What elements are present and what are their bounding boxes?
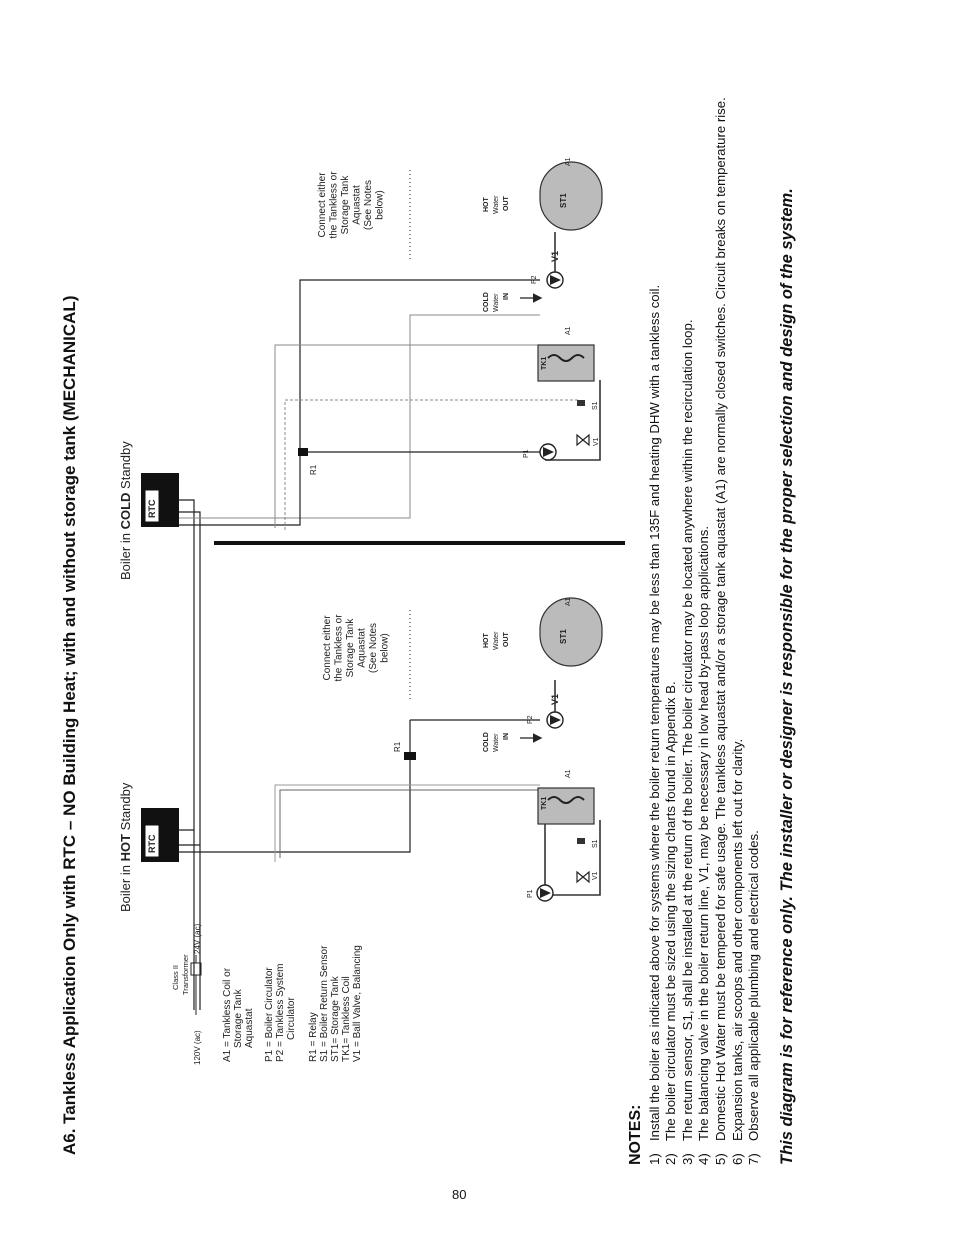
- note-item: [730, 5, 747, 1165]
- connect-note-line: below): [379, 633, 391, 663]
- svg-text:A1: A1: [565, 769, 572, 778]
- connect-note-line: below): [374, 190, 386, 220]
- connect-note-line: Aquastat: [351, 185, 363, 225]
- note-number: 2): [663, 1153, 679, 1165]
- svg-text:COLD: COLD: [483, 732, 490, 752]
- hot-relay: [404, 752, 416, 760]
- note-text: Install the boiler as indicated above for systems where the boiler return temperatures may be less than 135F and heating DHW with a tankless coil.: [646, 284, 662, 1141]
- hot-sensor-s1: [577, 838, 585, 844]
- legend-item: A1 = Tankless Coil or: [222, 967, 233, 1062]
- note-number: 6): [729, 1153, 745, 1165]
- svg-text:OUT: OUT: [503, 632, 510, 647]
- hot-valve-v1: [577, 872, 589, 882]
- connect-note-line: (See Notes: [368, 622, 379, 674]
- legend-item: TK1= Tankless Coil: [341, 976, 352, 1062]
- svg-text:Water: Water: [493, 733, 500, 752]
- legend-item: S1 = Boiler Return Sensor: [319, 945, 330, 1062]
- svg-text:P1: P1: [523, 449, 530, 458]
- svg-text:TK1: TK1: [541, 356, 548, 370]
- hot-rtc-label: RTC: [147, 834, 157, 853]
- svg-text:S1: S1: [592, 401, 599, 410]
- cold-storage-tank: [540, 162, 602, 230]
- svg-text:A1: A1: [565, 157, 572, 166]
- note-text: Expansion tanks, air scoops and other components left out for clarity.: [729, 738, 745, 1141]
- connect-note-line: the Tankless or: [328, 171, 340, 239]
- note-text: Observe all applicable plumbing and electrical codes.: [746, 830, 762, 1141]
- legend-item: Storage Tank: [233, 989, 244, 1048]
- svg-text:A1: A1: [565, 597, 572, 606]
- svg-text:TK1: TK1: [541, 796, 548, 810]
- connect-note-line: Aquastat: [356, 628, 368, 668]
- cold-standby-diagram: [118, 157, 602, 845]
- connect-note-line: (See Notes: [363, 179, 374, 231]
- cold-pump-p2: [547, 272, 563, 288]
- cold-relay-label: R1: [309, 464, 318, 475]
- notes-section: [628, 5, 802, 1165]
- svg-text:ST1: ST1: [559, 629, 568, 644]
- svg-text:COLD: COLD: [483, 292, 490, 312]
- legend-item: ST1= Storage Tank: [330, 976, 341, 1062]
- svg-text:V1: V1: [592, 871, 599, 880]
- legend-transformer: Transformer: [181, 954, 190, 995]
- legend-item: V1 = Ball Valve, Balancing: [352, 945, 363, 1062]
- connect-note-line: Storage Tank: [345, 618, 356, 678]
- svg-text:Water: Water: [493, 195, 500, 214]
- cold-sensor-s1: [577, 400, 585, 406]
- legend-class2: Class II: [171, 964, 180, 990]
- svg-text:ST1: ST1: [559, 193, 568, 208]
- svg-text:V1: V1: [593, 437, 600, 446]
- note-number: 4): [696, 1153, 712, 1165]
- svg-text:V1: V1: [550, 250, 560, 262]
- hot-relay-label: R1: [393, 741, 402, 752]
- svg-text:Water: Water: [493, 631, 500, 650]
- note-item: [663, 5, 680, 1165]
- note-item: [647, 5, 664, 1165]
- svg-text:IN: IN: [503, 733, 510, 740]
- svg-text:Water: Water: [493, 293, 500, 312]
- svg-text:HOT: HOT: [483, 633, 490, 648]
- notes-heading: NOTES:: [627, 1104, 644, 1165]
- hot-pump-p1: [537, 885, 553, 901]
- note-item: [746, 5, 763, 1165]
- svg-text:OUT: OUT: [503, 196, 510, 211]
- note-text: The balancing valve in the boiler return line, V1, may be necessary in low head by-pass loop applications.: [696, 525, 712, 1141]
- note-number: 5): [712, 1153, 728, 1165]
- legend-item: Circulator: [286, 997, 297, 1040]
- cold-rtc-label: RTC: [147, 499, 157, 518]
- svg-text:IN: IN: [503, 293, 510, 300]
- page-title: A6. Tankless Application Only with RTC – NO Building Heat; with and without storage tank (MECHANICAL): [60, 295, 79, 1155]
- connect-note-line: Connect either: [322, 615, 333, 681]
- note-item: [680, 5, 697, 1165]
- disclaimer: This diagram is for reference only. The installer or designer is responsible for the proper selection and design of the system.: [777, 188, 796, 1165]
- cold-valve-v1: [577, 435, 589, 445]
- legend-item: P1 = Boiler Circulator: [264, 967, 275, 1062]
- connect-note-line: Storage Tank: [340, 175, 351, 235]
- hot-title: Boiler in HOT Standby: [118, 782, 133, 912]
- legend-item: R1 = Relay: [308, 1012, 319, 1062]
- note-number: 3): [679, 1153, 695, 1165]
- note-item: [696, 5, 713, 1165]
- svg-text:P1: P1: [527, 889, 534, 898]
- legend-item: Aquastat: [244, 1008, 255, 1048]
- svg-text:HOT: HOT: [483, 197, 490, 212]
- connect-note-line: Connect either: [317, 172, 328, 238]
- cold-pump-p1: [540, 444, 556, 460]
- note-text: The return sensor, S1, shall be installed at the return of the boiler. The boiler circulator may be located anywhere within the recirculation loop.: [679, 319, 695, 1141]
- svg-text:P2: P2: [527, 715, 534, 724]
- note-text: Domestic Hot Water must be tempered for safe usage. The tankless aquastat and/or a storage tank aquastat (A1) are normally closed switches. Circuit breaks on temperature rise.: [712, 97, 728, 1141]
- connect-note-line: the Tankless or: [333, 614, 345, 682]
- note-number: 1): [646, 1153, 662, 1165]
- note-text: The boiler circulator must be sized using the sizing charts found in Appendix B.: [663, 681, 679, 1141]
- note-item: [713, 5, 730, 1165]
- legend-item: P2 = Tankless System: [275, 963, 286, 1062]
- cold-title: Boiler in COLD Standby: [118, 441, 133, 580]
- note-number: 7): [746, 1153, 762, 1165]
- hot-storage-tank: [540, 598, 602, 666]
- hot-connect-note: [322, 614, 391, 682]
- page-number: 80: [452, 1187, 467, 1202]
- cold-relay: [298, 448, 308, 456]
- legend-24v: 24V (ac): [193, 923, 202, 954]
- svg-text:P2: P2: [531, 275, 538, 284]
- hot-pump-p2: [547, 712, 563, 728]
- legend-list: [222, 945, 363, 1062]
- svg-text:S1: S1: [592, 839, 599, 848]
- svg-text:A1: A1: [565, 326, 572, 335]
- cold-connect-note: [317, 171, 386, 239]
- legend-120v: 120V (ac): [193, 1030, 202, 1065]
- svg-text:V1: V1: [550, 693, 560, 705]
- notes-list: [647, 5, 763, 1165]
